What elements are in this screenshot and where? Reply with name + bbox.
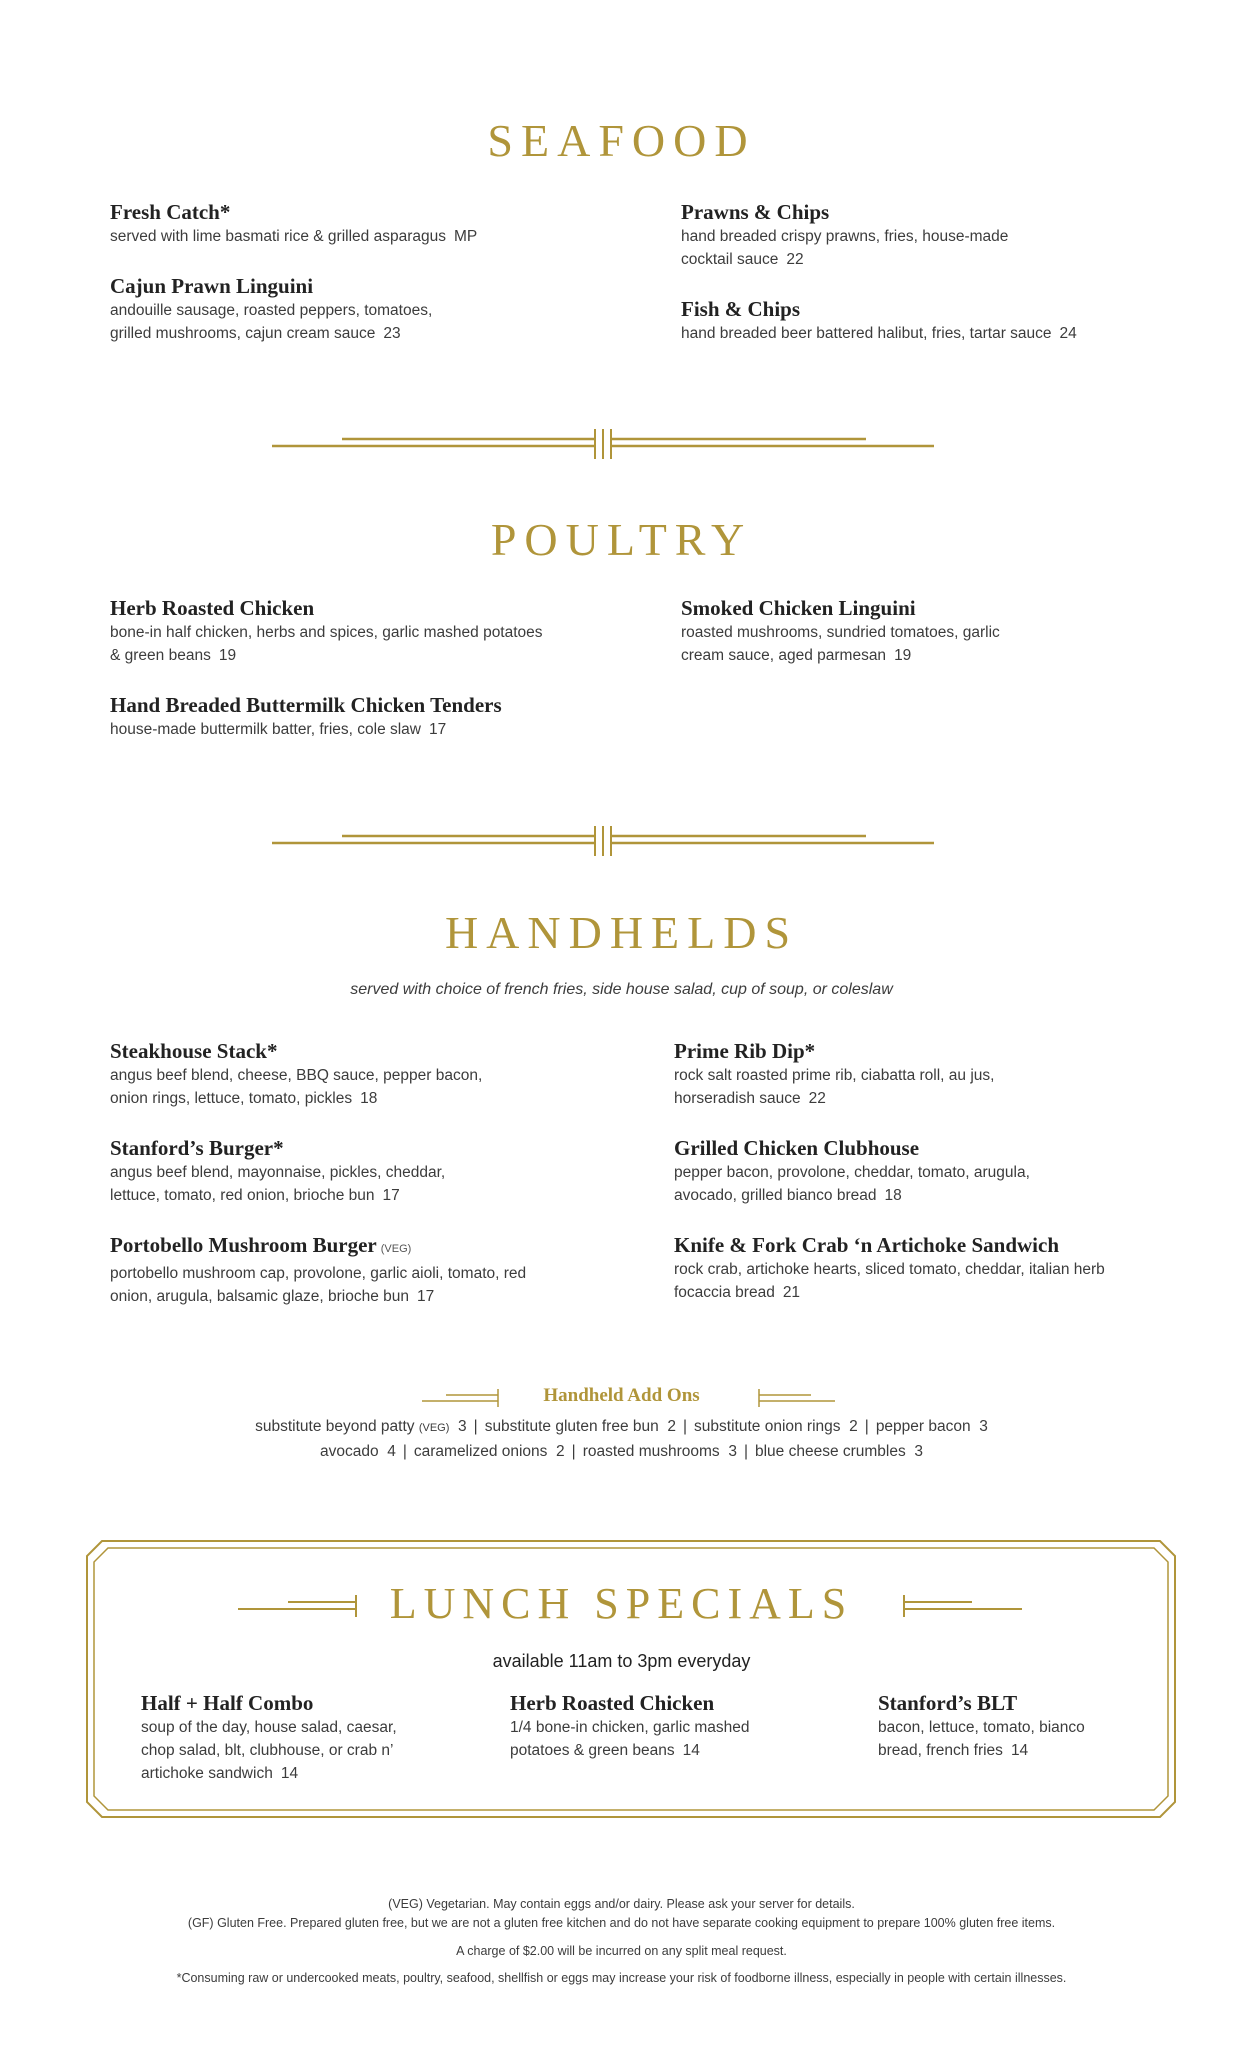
veg-tag: (VEG): [380, 1243, 412, 1255]
addon-item: substitute beyond patty (VEG) 3: [255, 1418, 467, 1435]
menu-item-smoked-chicken-linguini: [681, 595, 1000, 667]
item-desc: bone-in half chicken, herbs and spices, garlic mashed potatoes & green beans 19: [110, 624, 543, 664]
lunch-availability: available 11am to 3pm everyday: [492, 1651, 751, 1671]
seafood-title: SEAFOOD: [487, 115, 756, 166]
item-name: Smoked Chicken Linguini: [681, 596, 916, 620]
item-price: 17: [382, 1187, 400, 1204]
menu-item-cajun-prawn-linguini: [110, 273, 432, 345]
poultry-title: POULTRY: [490, 514, 753, 565]
item-name: Prawns & Chips: [681, 200, 830, 224]
item-price: MP: [453, 228, 478, 245]
item-desc: pepper bacon, provolone, cheddar, tomato, arugula, avocado, grilled bianco bread 18: [674, 1164, 1030, 1204]
item-desc: portobello mushroom cap, provolone, garlic aioli, tomato, red onion, arugula, balsamic glaze, brioche bun 17: [110, 1265, 527, 1305]
item-desc: bacon, lettuce, tomato, bianco bread, french fries 14: [878, 1719, 1085, 1759]
item-price: 19: [218, 647, 237, 664]
addon-item: pepper bacon 3: [875, 1418, 988, 1435]
addons-title: Handheld Add Ons: [543, 1385, 700, 1406]
addon-item: substitute onion rings 2: [694, 1418, 858, 1435]
addons-line-2: avocado 4 | caramelized onions 2 | roasted mushrooms 3 | blue cheese crumbles 3: [319, 1443, 923, 1460]
addon-item: substitute gluten free bun 2: [484, 1418, 677, 1435]
item-desc: 1/4 bone-in chicken, garlic mashed potatoes & green beans 14: [510, 1719, 750, 1759]
menu-item-prime-rib-dip: [674, 1038, 994, 1110]
item-price: 22: [808, 1090, 826, 1107]
lunch-item-stanfords-blt: [878, 1690, 1085, 1762]
item-price: 14: [1010, 1742, 1029, 1759]
item-name: Cajun Prawn Linguini: [110, 274, 314, 298]
addon-item: caramelized onions 2: [413, 1443, 565, 1460]
item-name: Fresh Catch*: [110, 200, 231, 224]
footer-veg-note: (VEG) Vegetarian. May contain eggs and/or dairy. Please ask your server for details.: [388, 1897, 855, 1911]
item-desc: andouille sausage, roasted peppers, tomatoes, grilled mushrooms, cajun cream sauce 23: [110, 302, 433, 342]
item-desc: hand breaded beer battered halibut, fries, tartar sauce 24: [681, 325, 1077, 342]
menu-item-prawns-chips: [681, 199, 1008, 271]
item-name: Knife & Fork Crab ‘n Artichoke Sandwich: [674, 1233, 1060, 1257]
item-name: Portobello Mushroom Burger (VEG): [110, 1233, 412, 1257]
item-price: 18: [360, 1090, 378, 1107]
handhelds-title: HANDHELDS: [444, 907, 799, 958]
lunch-item-half-half-combo: [141, 1690, 397, 1785]
menu-item-steakhouse-stack: [110, 1038, 482, 1110]
menu-item-grilled-chicken-clubhouse: [674, 1135, 1030, 1207]
item-price: 14: [682, 1742, 700, 1759]
item-name: Stanford’s BLT: [878, 1691, 1018, 1715]
lunch-specials-title: LUNCH SPECIALS: [389, 1579, 854, 1628]
footer-split-note: A charge of $2.00 will be incurred on any split meal request.: [456, 1944, 787, 1958]
item-name: Stanford’s Burger*: [110, 1136, 284, 1160]
item-name: Prime Rib Dip*: [674, 1039, 816, 1063]
item-name: Herb Roasted Chicken: [110, 596, 315, 620]
footer-gf-note: (GF) Gluten Free. Prepared gluten free, but we are not a gluten free kitchen and do not have separate cooking equipment to prepare 100% gluten free items.: [187, 1916, 1056, 1930]
item-desc: angus beef blend, mayonnaise, pickles, cheddar, lettuce, tomato, red onion, brioche bun 17: [110, 1164, 446, 1204]
item-desc: soup of the day, house salad, caesar, chop salad, blt, clubhouse, or crab n’ artichoke sandwich 14: [141, 1719, 397, 1782]
ornamental-divider: [272, 429, 934, 459]
addons-ornament-right: [757, 1389, 835, 1407]
addons-line-1: substitute beyond patty (VEG) 3 | substitute gluten free bun 2 | substitute onion rings 2 | pepper bacon 3: [255, 1418, 988, 1435]
menu-item-fish-chips: [681, 296, 1077, 345]
menu-item-stanfords-burger: [110, 1135, 445, 1207]
item-price: 22: [786, 251, 804, 268]
menu-item-chicken-tenders: [110, 692, 502, 741]
addon-item: blue cheese crumbles 3: [754, 1443, 923, 1460]
item-name: Half + Half Combo: [141, 1691, 314, 1715]
lunch-ornament-right: [902, 1593, 1022, 1619]
item-price: 24: [1059, 325, 1077, 342]
item-price: 17: [429, 721, 447, 738]
addon-item: roasted mushrooms 3: [582, 1443, 737, 1460]
handhelds-subtitle: served with choice of french fries, side house salad, cup of soup, or coleslaw: [350, 981, 893, 998]
item-price: 18: [884, 1187, 902, 1204]
item-price: 19: [894, 647, 912, 664]
item-desc: rock salt roasted prime rib, ciabatta roll, au jus, horseradish sauce 22: [674, 1067, 995, 1107]
item-price: 23: [383, 325, 401, 342]
menu-item-fresh-catch: [110, 199, 477, 248]
item-price: 21: [782, 1284, 801, 1301]
menu-item-herb-roasted-chicken: [110, 595, 543, 667]
item-name: Herb Roasted Chicken: [510, 1691, 715, 1715]
item-desc: angus beef blend, cheese, BBQ sauce, pepper bacon, onion rings, lettuce, tomato, pickles 18: [110, 1067, 483, 1107]
ornamental-divider: [272, 826, 934, 856]
item-desc: hand breaded crispy prawns, fries, house-made cocktail sauce 22: [681, 228, 1009, 268]
menu-item-portobello-burger: [110, 1232, 526, 1308]
item-desc: served with lime basmati rice & grilled asparagus MP: [110, 228, 478, 245]
menu-item-crab-artichoke-sandwich: [674, 1232, 1105, 1304]
item-name: Grilled Chicken Clubhouse: [674, 1136, 920, 1160]
item-desc: roasted mushrooms, sundried tomatoes, garlic cream sauce, aged parmesan 19: [681, 624, 1000, 664]
addon-item: avocado 4: [319, 1443, 396, 1460]
lunch-item-herb-roasted-chicken: [510, 1690, 750, 1762]
item-desc: house-made buttermilk batter, fries, cole slaw 17: [110, 721, 447, 738]
item-name: Fish & Chips: [681, 297, 801, 321]
footer-consume-warning: *Consuming raw or undercooked meats, poultry, seafood, shellfish or eggs may increase your risk of foodborne illness, especially in people with certain illnesses.: [176, 1971, 1067, 1985]
item-name: Hand Breaded Buttermilk Chicken Tenders: [110, 693, 502, 717]
item-price: 14: [280, 1765, 299, 1782]
item-name: Steakhouse Stack*: [110, 1039, 278, 1063]
item-price: 17: [417, 1288, 435, 1305]
item-desc: rock crab, artichoke hearts, sliced tomato, cheddar, italian herb focaccia bread 21: [674, 1261, 1105, 1301]
